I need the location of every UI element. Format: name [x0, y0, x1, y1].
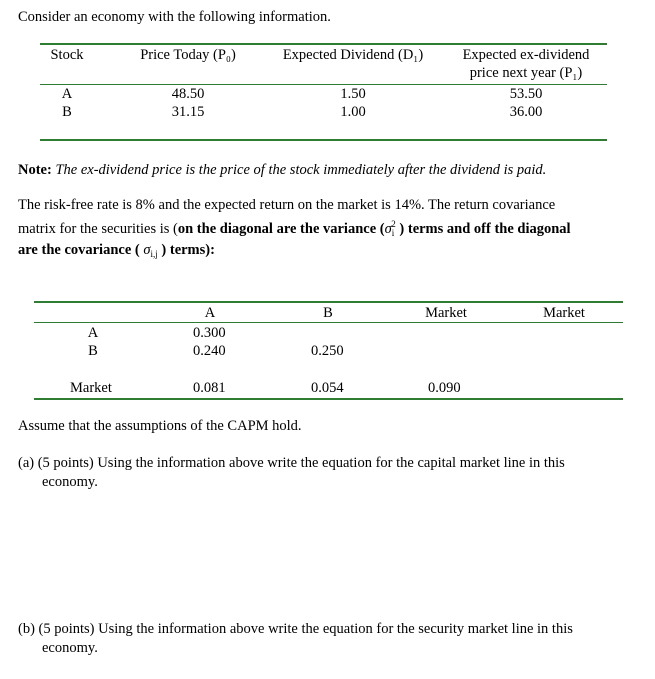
row-stock: A — [61, 86, 73, 102]
cov-cell: 0.081 — [193, 380, 226, 396]
question-a-line1: (a) (5 points) Using the information above write the equation for the capital market line in this — [18, 455, 565, 471]
row-expected-price: 53.50 — [509, 86, 543, 102]
header-expected-price-line2: price next year (P₁) — [469, 65, 583, 81]
rates-line2-bold-end: ) terms and off the diagonal — [399, 221, 571, 237]
rates-line2-bold: on the diagonal are the variance ( — [177, 221, 385, 237]
variance-symbol: $\sigma_i^2$ — [384, 219, 396, 238]
row-dividend: 1.50 — [340, 86, 366, 102]
cov-header-b: B — [323, 305, 333, 321]
cov-cell: 0.240 — [193, 343, 226, 359]
capm-assumption: Assume that the assumptions of the CAPM hold. — [18, 418, 302, 434]
header-stock: Stock — [50, 47, 84, 63]
intro-text: Consider an economy with the following information. — [18, 9, 331, 25]
header-expected-dividend: Expected Dividend (D₁) — [282, 47, 424, 63]
cov-row-label: A — [87, 325, 99, 341]
row-stock: B — [62, 104, 72, 120]
row-price-today: 31.15 — [171, 104, 205, 120]
note — [18, 162, 546, 179]
row-dividend: 1.00 — [340, 104, 366, 120]
cov-row-label: B — [88, 343, 98, 359]
row-price-today: 48.50 — [171, 86, 205, 102]
cov-bottom-rule — [34, 398, 623, 400]
cov-cell: 0.054 — [311, 380, 344, 396]
note-label: Note: — [18, 162, 52, 178]
cov-cell: 0.250 — [311, 343, 344, 359]
header-expected-price-line1: Expected ex-dividend — [462, 47, 590, 63]
rates-line3-bold-end: ) terms): — [161, 242, 215, 258]
cov-cell: 0.300 — [193, 325, 226, 341]
rates-line3 — [18, 242, 215, 259]
question-b-line2: economy. — [42, 640, 98, 656]
cov-header-market-2: Market — [543, 305, 585, 321]
rates-line1: The risk-free rate is 8% and the expected return on the market is 14%. The return covariance — [18, 197, 556, 213]
rates-line3-bold: are the covariance ( — [18, 242, 140, 258]
row-expected-price: 36.00 — [509, 104, 543, 120]
table-top-rule — [40, 43, 607, 45]
header-price-today: Price Today (P₀) — [140, 47, 236, 63]
covariance-symbol: $\sigma_{i,j}$ — [143, 242, 158, 259]
cov-header-a: A — [204, 305, 216, 321]
table-bottom-rule — [40, 139, 607, 141]
rates-line2-plain: matrix for the securities is ( — [18, 221, 178, 237]
cov-row-label: Market — [70, 380, 112, 396]
cov-header-rule — [34, 322, 623, 323]
note-text: The ex-dividend price is the price of the stock immediately after the dividend is paid. — [55, 162, 547, 178]
cov-header-market-1: Market — [425, 305, 467, 321]
question-a-line2: economy. — [42, 474, 98, 490]
question-b-line1: (b) (5 points) Using the information above write the equation for the security market line in this — [18, 621, 573, 637]
header-rule — [40, 84, 607, 85]
cov-top-rule — [34, 301, 623, 303]
cov-cell: 0.090 — [428, 380, 461, 396]
rates-line2 — [18, 219, 571, 238]
